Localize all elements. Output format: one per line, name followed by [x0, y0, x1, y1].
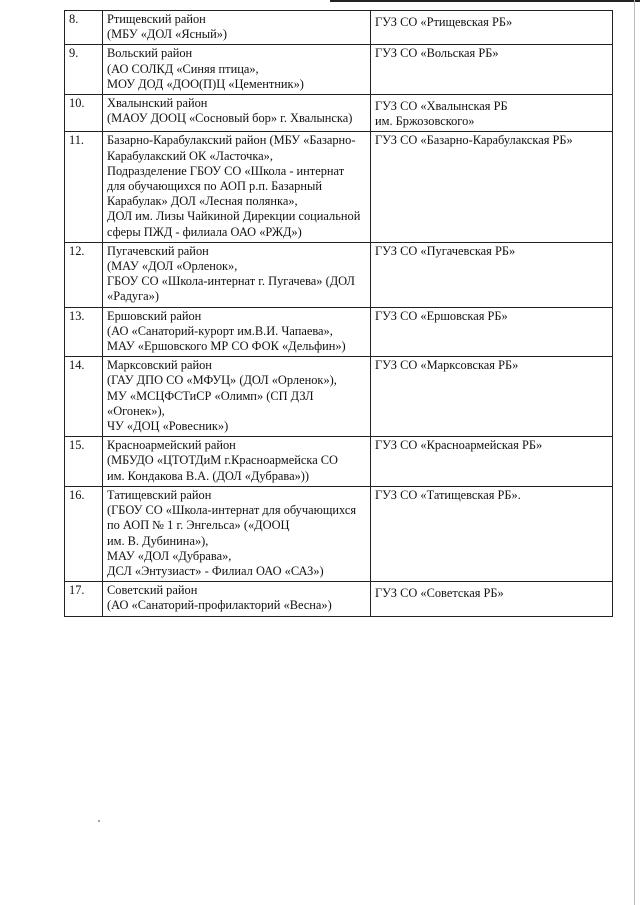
organization-line: Ртищевский район	[107, 12, 206, 26]
table-row	[65, 307, 613, 357]
organization-line: (АО «Санаторий-профилакторий «Весна»)	[107, 598, 332, 613]
district-organizations-cell	[103, 486, 371, 581]
organization-line: (МБУ «ДОЛ «Ясный»)	[107, 27, 228, 42]
table-row	[65, 95, 613, 132]
camps-hospitals-table	[64, 10, 613, 617]
organization-line: Советский район	[107, 583, 198, 598]
hospital-name-line: ГУЗ СО «Красноармейская РБ»	[375, 438, 543, 453]
organization-line: ЧУ «ДОЦ «Ровесник»)	[107, 419, 229, 434]
organization-line: МАУ «ДОЛ «Дубрава»,	[107, 548, 232, 563]
hospital-name-line: ГУЗ СО «Ершовская РБ»	[375, 308, 508, 323]
organization-line: ДСЛ «Энтузиаст» - Филиал ОАО «САЗ»)	[107, 563, 324, 578]
hospital-name-line: ГУЗ СО «Пугачевская РБ»	[375, 243, 516, 258]
organization-line: (АО СОЛКД «Синяя птица»,	[107, 61, 259, 76]
row-number: 12.	[65, 242, 103, 307]
hospital-name-line: ГУЗ СО «Татищевская РБ».	[375, 487, 521, 502]
hospital-cell	[371, 582, 613, 616]
hospital-name-line: ГУЗ СО «Ртищевская РБ»	[375, 15, 513, 29]
hospital-cell	[371, 307, 613, 357]
organization-line: (АО «Санаторий-курорт им.В.И. Чапаева»,	[107, 323, 333, 338]
organization-line: Карабулак» ДОЛ «Лесная полянка»,	[107, 194, 298, 209]
district-organizations-cell	[103, 582, 371, 616]
table-row	[65, 132, 613, 242]
organization-line: (МАОУ ДООЦ «Сосновый бор» г. Хвалынска)	[107, 111, 353, 126]
hospital-cell	[371, 132, 613, 242]
hospital-name-line: ГУЗ СО «Вольская РБ»	[375, 46, 499, 61]
district-organizations-cell	[103, 95, 371, 132]
organization-line: Марксовский район	[107, 358, 212, 373]
organization-line: ДОЛ им. Лизы Чайкиной Дирекции социальной	[107, 209, 361, 224]
table-row	[65, 582, 613, 616]
hospital-cell	[371, 486, 613, 581]
table-row	[65, 437, 613, 487]
organization-line: Татищевский район	[107, 487, 212, 502]
district-organizations-cell	[103, 11, 371, 45]
hospital-name-line: ГУЗ СО «Марксовская РБ»	[375, 358, 519, 373]
table-row	[65, 11, 613, 45]
organization-line: МОУ ДОД «ДОО(П)Ц «Цементник»)	[107, 76, 304, 91]
organization-line: им. Кондакова В.А. (ДОЛ «Дубрава»))	[107, 468, 310, 483]
organization-line: (ГАУ ДПО СО «МФУЦ» (ДОЛ «Орленок»),	[107, 373, 337, 388]
organization-line: по АОП № 1 г. Энгельса» («ДООЦ	[107, 518, 290, 533]
hospital-cell	[371, 11, 613, 45]
organization-line: Карабулакский ОК «Ласточка»,	[107, 148, 273, 163]
district-organizations-cell	[103, 437, 371, 487]
row-number: 13.	[65, 307, 103, 357]
organization-line: Хвалынский район	[107, 96, 208, 111]
table-row	[65, 45, 613, 95]
hospital-name-line: ГУЗ СО «Базарно-Карабулакская РБ»	[375, 133, 573, 148]
row-number: 16.	[65, 486, 103, 581]
row-number: 8.	[65, 11, 103, 45]
organization-line: Базарно-Карабулакский район (МБУ «Базарно-	[107, 133, 356, 148]
district-organizations-cell	[103, 357, 371, 437]
hospital-name-line: ГУЗ СО «Хвалынская РБ	[375, 99, 508, 114]
organization-line: «Радуга»)	[107, 289, 159, 304]
organization-line: Пугачевский район	[107, 243, 209, 258]
row-number: 9.	[65, 45, 103, 95]
table-row	[65, 242, 613, 307]
organization-line: Вольский район	[107, 46, 193, 61]
organization-line: Красноармейский район	[107, 438, 236, 453]
organization-line: Подразделение ГБОУ СО «Школа - интернат	[107, 163, 345, 178]
hospital-cell	[371, 437, 613, 487]
district-organizations-cell	[103, 307, 371, 357]
table-row	[65, 486, 613, 581]
organization-line: (ГБОУ СО «Школа-интернат для обучающихся	[107, 503, 357, 518]
organization-line: МУ «МСЦФСТиСР «Олимп» (СП ДЗЛ	[107, 388, 314, 403]
district-organizations-cell	[103, 45, 371, 95]
table-row	[65, 357, 613, 437]
organization-line: (МБУДО «ЦТОТДиМ г.Красноармейска СО	[107, 453, 339, 468]
organization-line: «Огонек»),	[107, 403, 165, 418]
hospital-cell	[371, 242, 613, 307]
organization-line: ГБОУ СО «Школа-интернат г. Пугачева» (ДОЛ	[107, 274, 355, 289]
organization-line: (МАУ «ДОЛ «Орленок»,	[107, 259, 238, 274]
row-number: 10.	[65, 95, 103, 132]
organization-line: Ершовский район	[107, 308, 202, 323]
right-scan-edge	[634, 0, 635, 905]
row-number: 14.	[65, 357, 103, 437]
organization-line: им. В. Дубинина»),	[107, 533, 209, 548]
top-scan-rule	[330, 0, 640, 2]
scan-speck	[98, 820, 100, 822]
district-organizations-cell	[103, 242, 371, 307]
organization-line: сферы ПЖД - филиала ОАО «РЖД»)	[107, 224, 302, 239]
hospital-cell	[371, 95, 613, 132]
hospital-cell	[371, 45, 613, 95]
row-number: 15.	[65, 437, 103, 487]
organization-line: для обучающихся по АОП р.п. Базарный	[107, 179, 322, 194]
organization-line: МАУ «Ершовского МР СО ФОК «Дельфин»)	[107, 339, 346, 354]
hospital-cell	[371, 357, 613, 437]
hospital-name-line: ГУЗ СО «Советская РБ»	[375, 586, 504, 601]
row-number: 11.	[65, 132, 103, 242]
district-organizations-cell	[103, 132, 371, 242]
row-number: 17.	[65, 582, 103, 616]
hospital-name-line: им. Бржозовского»	[375, 114, 475, 129]
table-body	[65, 11, 613, 617]
